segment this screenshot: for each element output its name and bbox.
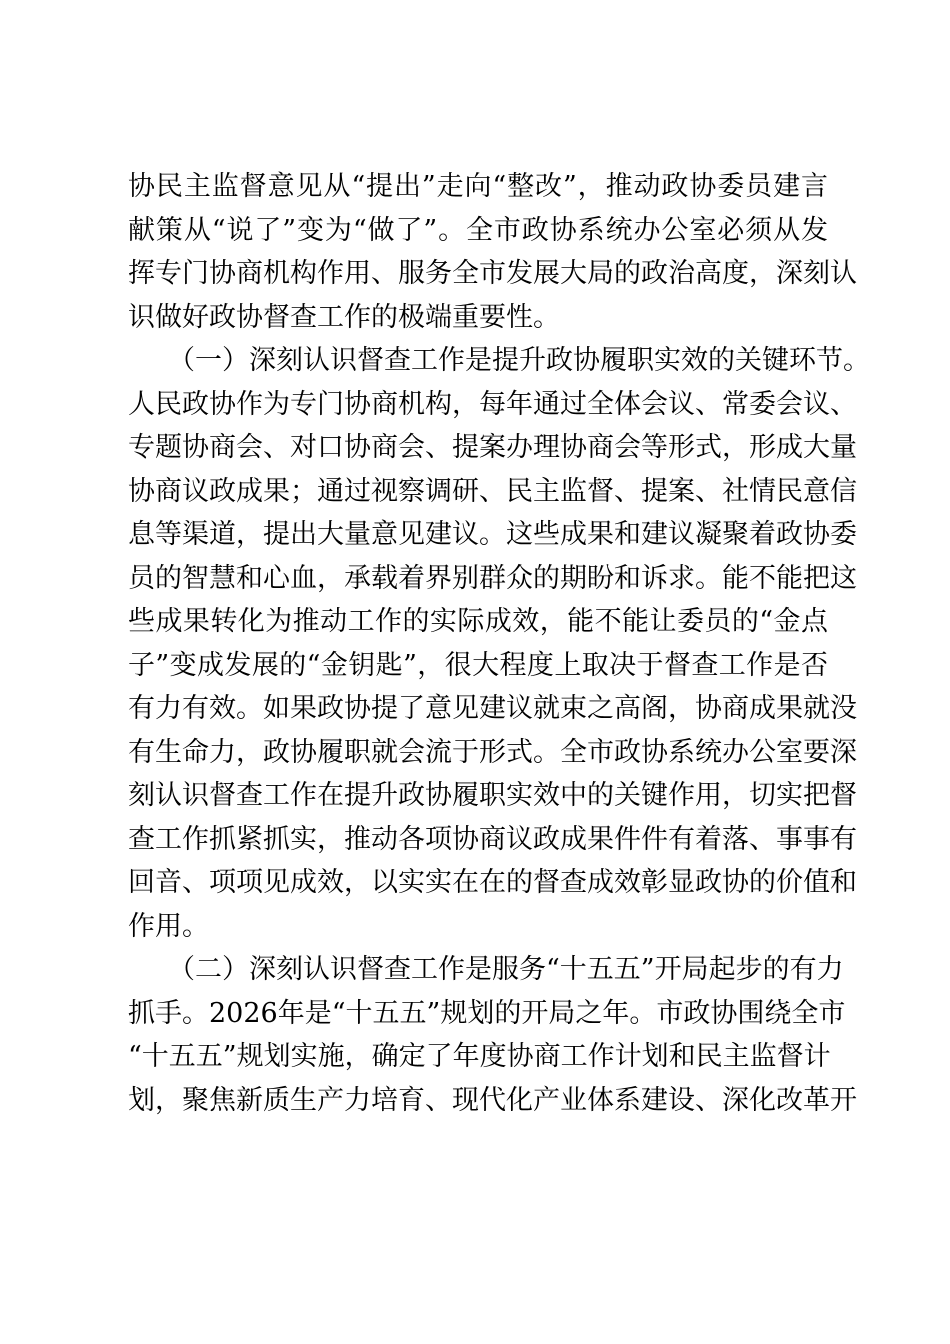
text-line: 息等渠道，提出大量意见建议。这些成果和建议凝聚着政协委 xyxy=(128,519,857,550)
text-line: 人民政协作为专门协商机构，每年通过全体会议、常委会议、 xyxy=(128,388,857,420)
text-line: 识做好政协督查工作的极端重要性。 xyxy=(128,301,560,333)
text-line: 有力有效。如果政协提了意见建议就束之高阁，协商成果就没 xyxy=(128,693,857,724)
text-line: 有生命力，政协履职就会流于形式。全市政协系统办公室要深 xyxy=(128,736,857,768)
document-body xyxy=(128,165,870,1122)
text-line: 回音、项项见成效，以实实在在的督查成效彰显政协的价值和 xyxy=(128,867,857,898)
text-line: 抓手。2026年是“十五五”规划的开局之年。市政协围绕全市 xyxy=(128,997,846,1029)
text-line: 子”变成发展的“金钥匙”，很大程度上取决于督查工作是否 xyxy=(128,649,828,681)
section-2-heading: （二）深刻认识督查工作是服务“十五五”开局起步的有力 xyxy=(168,954,844,985)
text-line: 献策从“说了”变为“做了”。全市政协系统办公室必须从发 xyxy=(128,214,828,246)
text-line: 些成果转化为推动工作的实际成效，能不能让委员的“金点 xyxy=(128,606,828,637)
text-line: 划，聚焦新质生产力培育、现代化产业体系建设、深化改革开 xyxy=(128,1084,857,1116)
section-2 xyxy=(128,948,857,1122)
section-1-heading: （一）深刻认识督查工作是提升政协履职实效的关键环节。 xyxy=(168,345,870,376)
text-line: 专题协商会、对口协商会、提案办理协商会等形式，形成大量 xyxy=(128,432,857,463)
text-line: 协民主监督意见从“提出”走向“整改”，推动政协委员建言 xyxy=(128,171,828,202)
text-line: 挥专门协商机构作用、服务全市发展大局的政治高度，深刻认 xyxy=(128,258,857,289)
text-line: “十五五”规划实施，确定了年度协商工作计划和民主监督计 xyxy=(128,1041,831,1072)
text-line: 刻认识督查工作在提升政协履职实效中的关键作用，切实把督 xyxy=(128,780,857,811)
section-1 xyxy=(128,339,870,948)
text-line: 员的智慧和心血，承载着界别群众的期盼和诉求。能不能把这 xyxy=(128,562,857,594)
text-line: 查工作抓紧抓实，推动各项协商议政成果件件有着落、事事有 xyxy=(128,823,857,855)
text-line: 协商议政成果；通过视察调研、民主监督、提案、社情民意信 xyxy=(128,475,857,507)
text-line: 作用。 xyxy=(128,910,209,942)
paragraph-intro xyxy=(128,165,857,339)
